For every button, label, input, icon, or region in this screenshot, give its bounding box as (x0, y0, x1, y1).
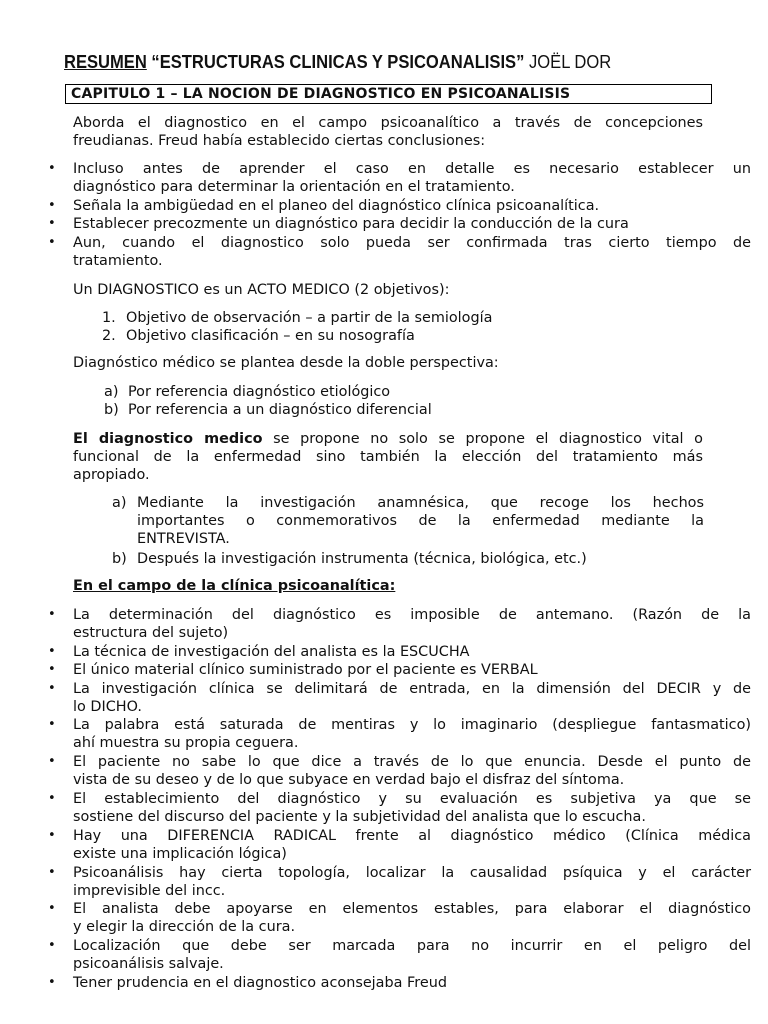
medico-line-2: funcional de la enfermedad sino también la elección del tratamiento más (73, 449, 703, 465)
bullet-icon: • (48, 975, 56, 990)
medico-line-1: El diagnostico medico se propone no solo se propone el diagnostico vital o (73, 431, 703, 447)
bullet-icon: • (48, 662, 56, 677)
medico-line-3: apropiado. (73, 467, 150, 483)
intro-line-1: Aborda el diagnostico en el campo psicoanalítico a través de concepciones (73, 115, 703, 131)
bullet-icon: • (48, 161, 56, 176)
chapter-heading: CAPITULO 1 – LA NOCION DE DIAGNOSTICO EN PSICOANALISIS (65, 84, 712, 104)
title-quoted: “ESTRUCTURAS CLINICAS Y PSICOANALISIS” (151, 52, 525, 72)
bullet-icon: • (48, 235, 56, 250)
bullet-icon: • (48, 865, 56, 880)
bullet-icon: • (48, 791, 56, 806)
bullet-icon: • (48, 901, 56, 916)
perspectiva-text: Diagnóstico médico se plantea desde la doble perspectiva: (73, 355, 499, 371)
bullet-icon: • (48, 717, 56, 732)
bullet-icon: • (48, 681, 56, 696)
bullet-icon: • (48, 607, 56, 622)
document-title (64, 50, 611, 74)
bullet-icon: • (48, 828, 56, 843)
bullet-icon: • (48, 938, 56, 953)
bullet-icon: • (48, 216, 56, 231)
title-label: RESUMEN (64, 52, 147, 72)
intro-line-2: freudianas. Freud había establecido ciertas conclusiones: (73, 133, 486, 149)
document-page: RESUMEN “ESTRUCTURAS CLINICAS Y PSICOANALISIS” JOËL DOR CAPITULO 1 – LA NOCION DE DIAGNOSTICO EN PSICOANALISIS Aborda el diagnostico en el campo psicoanalítico a través de concepciones freudianas. Freud había establecido ciertas conclusiones: • Incluso antes de aprender el caso en detalle es necesario establecer un diagnóstico para determinar la orientación en el tratamiento. • Señala la ambigüedad en el planeo del diagnóstico clínica psicoanalítica. • Establecer precozmente un diagnóstico para decidir la conducción de la cura • Aun, cuando el diagnostico solo pueda ser confirmada tras cierto tiempo de tratamiento. Un DIAGNOSTICO es un ACTO MEDICO (2 objetivos): 1. Objetivo de observación – a partir de la semiología 2. Objetivo clasificación – en su nosografía Diagnóstico médico se plantea desde la doble perspectiva: a) Por referencia diagnóstico etiológico b) Por referencia a un diagnóstico diferencial El diagnostico medico se propone no solo se propone el diagnostico vital o funcional de la enfermedad sino también la elección del tratamiento más apropiado. a) Mediante la investigación anamnésica, que recoge los hechos importantes o conmemorativos de la enfermedad mediante la ENTREVISTA. b) Después la investigación instrumenta (técnica, biológica, etc.) En el campo de la clínica psicoanalítica: • La determinación del diagnóstico es imposible de antemano. (Razón de la estructura del sujeto) • La técnica de investigación del analista es la ESCUCHA • El único material clínico suministrado por el paciente es VERBAL • La investigación clínica se delimitará de entrada, en la dimensión del DECIR y de lo DICHO. • La palabra está saturada de mentiras y lo imaginario (despliegue fantasmatico) ahí muestra su propia ceguera. • El paciente no sabe lo que dice a través de lo que enuncia. Desde el punto de vista de su deseo y de lo que subyace en verdad bajo el disfraz del síntoma. • El establecimiento del diagnóstico y su evaluación es subjetiva ya que se sostiene del discurso del paciente y la subjetividad del analista que lo escucha. • Hay una DIFERENCIA RADICAL frente al diagnóstico médico (Clínica médica existe una implicación lógica) • Psicoanálisis hay cierta topología, localizar la causalidad psíquica y el carácter imprevisible del incc. • El analista debe apoyarse en elementos estables, para elaborar el diagnóstico y elegir la dirección de la cura. • Localización que debe ser marcada para no incurrir en el peligro del psicoanálisis salvaje. • Tener prudencia en el diagnostico aconsejaba Freud (48, 52, 751, 991)
bullet-icon: • (48, 644, 56, 659)
bullet-icon: • (48, 754, 56, 769)
bullet-icon: • (48, 198, 56, 213)
acto-medico-text: Un DIAGNOSTICO es un ACTO MEDICO (2 objetivos): (73, 282, 450, 298)
title-author: JOËL DOR (529, 52, 612, 72)
section-heading: En el campo de la clínica psicoanalítica: (73, 578, 396, 594)
